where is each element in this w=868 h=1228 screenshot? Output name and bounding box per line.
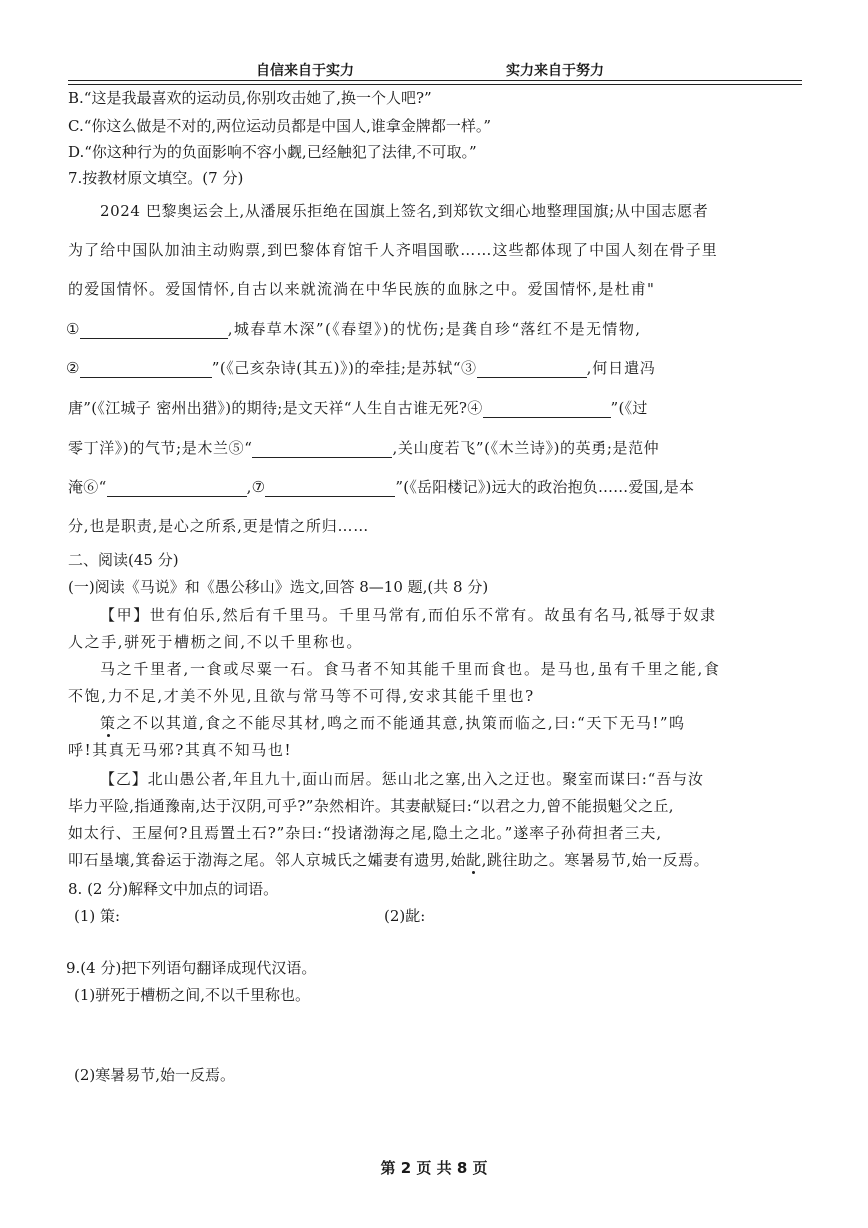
q7-line-6 [68, 398, 648, 418]
passage-yi-line-3: 如太行、王屋何?且焉置土石?”杂曰:“投诸渤海之尾,隐土之北。”遂率子孙荷担者三夫, [68, 824, 662, 842]
blank-1[interactable] [80, 322, 228, 339]
dotted-word-ce: 策 [100, 714, 117, 732]
passage-jia-line-5 [100, 713, 686, 733]
q9-title: 9.(4 分)把下列语句翻译成现代汉语。 [66, 959, 317, 977]
q7-line-7 [68, 438, 659, 458]
q8-item-2: (2)龀: [384, 907, 426, 925]
q7-line-5-text: ”(《己亥杂诗(其五)》)的牵挂;是苏轼“③ [211, 359, 477, 377]
passage-yi-line-4 [68, 850, 709, 870]
q7-title: 7.按教材原文填空。(7 分) [68, 169, 244, 187]
blank-2[interactable] [80, 361, 212, 378]
q7-para-line-3: 的爱国情怀。爱国情怀,自古以来就流淌在中华民族的血脉之中。爱国情怀,是杜甫" [68, 280, 656, 298]
q7-line-6-tail: ”(《过 [610, 399, 648, 417]
q7-line-5-tail: ,何日遣冯 [586, 359, 656, 377]
q7-para-line-2: 为了给中国队加油主动购票,到巴黎体育馆千人齐唱国歌……这些都体现了中国人刻在骨子里 [68, 241, 718, 259]
blank-3[interactable] [477, 361, 587, 378]
option-b: B.“这是我最喜欢的运动员,你别攻击她了,换一个人吧?” [68, 89, 432, 107]
blank-number-1: ① [66, 320, 80, 338]
passage-jia-line-4: 不饱,力不足,才美不外见,且欲与常马等不可得,安求其能千里也? [68, 687, 535, 705]
header-right-slogan: 实力来自于努力 [506, 63, 604, 79]
passage-jia-line-2: 人之手,骈死于槽枥之间,不以千里称也。 [68, 633, 363, 651]
blank-number-7: ,⑦ [246, 478, 266, 496]
section-2-title: 二、阅读(45 分) [68, 551, 179, 569]
q7-line-6-text: 唐”(《江城子 密州出猎》)的期待;是文天祥“人生自古谁无死?④ [68, 399, 483, 417]
q7-line-5 [66, 358, 656, 378]
q7-line-4-text: ,城春草木深”(《春望》)的忧伤;是龚自珍“落红不是无情物, [227, 320, 642, 338]
passage-jia-line-6: 呼!其真无马邪?其真不知马也! [68, 741, 293, 759]
option-c: C.“你这么做是不对的,两位运动员都是中国人,谁拿金牌都一样。” [68, 117, 492, 135]
option-d: D.“你这种行为的负面影响不容小觑,已经触犯了法律,不可取。” [68, 143, 477, 161]
q7-line-7-text: 零丁洋》)的气节;是木兰⑤“ [68, 439, 253, 457]
blank-number-2: ② [66, 359, 80, 377]
dotted-word-chen: 龀 [466, 851, 482, 869]
q7-para-line-1: 2024 巴黎奥运会上,从潘展乐拒绝在国旗上签名,到郑钦文细心地整理国旗;从中国志愿者 [100, 202, 709, 220]
q9-item-2: (2)寒暑易节,始一反焉。 [74, 1066, 236, 1084]
passage-jia-line-1: 【甲】世有伯乐,然后有千里马。千里马常有,而伯乐不常有。故虽有名马,祗辱于奴隶 [100, 606, 717, 624]
passage-yi-line-4-text: 叩石垦壤,箕畚运于渤海之尾。邻人京城氏之孀妻有遗男,始 [68, 851, 467, 869]
q7-line-7-tail: ,关山度若飞”(《木兰诗》)的英勇;是范仲 [392, 439, 660, 457]
q7-line-8-text: 淹⑥“ [68, 478, 107, 496]
header-rule-top [68, 80, 802, 81]
q7-line-8-tail: ”(《岳阳楼记》)远大的政治抱负……爱国,是本 [395, 478, 695, 496]
passage-jia-line-5-text: 之不以其道,食之不能尽其材,鸣之而不能通其意,执策而临之,曰:“天下无马!”呜 [116, 714, 686, 732]
blank-5[interactable] [252, 441, 392, 458]
blank-7[interactable] [265, 480, 395, 497]
section-2-subtitle: (一)阅读《马说》和《愚公移山》选文,回答 8—10 题,(共 8 分) [68, 578, 489, 596]
q8-title: 8. (2 分)解释文中加点的词语。 [68, 880, 279, 898]
passage-jia-line-3: 马之千里者,一食或尽粟一石。食马者不知其能千里而食也。是马也,虽有千里之能,食 [100, 660, 721, 678]
header-rule-bottom [68, 84, 802, 85]
q7-line-8 [68, 477, 694, 497]
blank-6[interactable] [107, 480, 247, 497]
passage-yi-line-1: 【乙】北山愚公者,年且九十,面山而居。惩山北之塞,出入之迂也。聚室而谋曰:“吾与汝 [100, 770, 704, 788]
q7-line-9: 分,也是职责,是心之所系,更是情之所归…… [68, 517, 370, 535]
q7-line-4 [66, 319, 641, 339]
blank-4[interactable] [483, 401, 611, 418]
passage-yi-line-4-tail: ,跳往助之。寒暑易节,始一反焉。 [481, 851, 710, 869]
q8-item-1: (1) 策: [74, 907, 121, 925]
passage-yi-line-2: 毕力平险,指通豫南,达于汉阴,可乎?”杂然相许。其妻献疑曰:“以君之力,曾不能损魁父之丘, [68, 797, 674, 815]
q9-item-1: (1)骈死于槽枥之间,不以千里称也。 [74, 986, 311, 1004]
header-left-slogan: 自信来自于实力 [256, 63, 354, 79]
page-number: 第 2 页 共 8 页 [380, 1159, 488, 1177]
